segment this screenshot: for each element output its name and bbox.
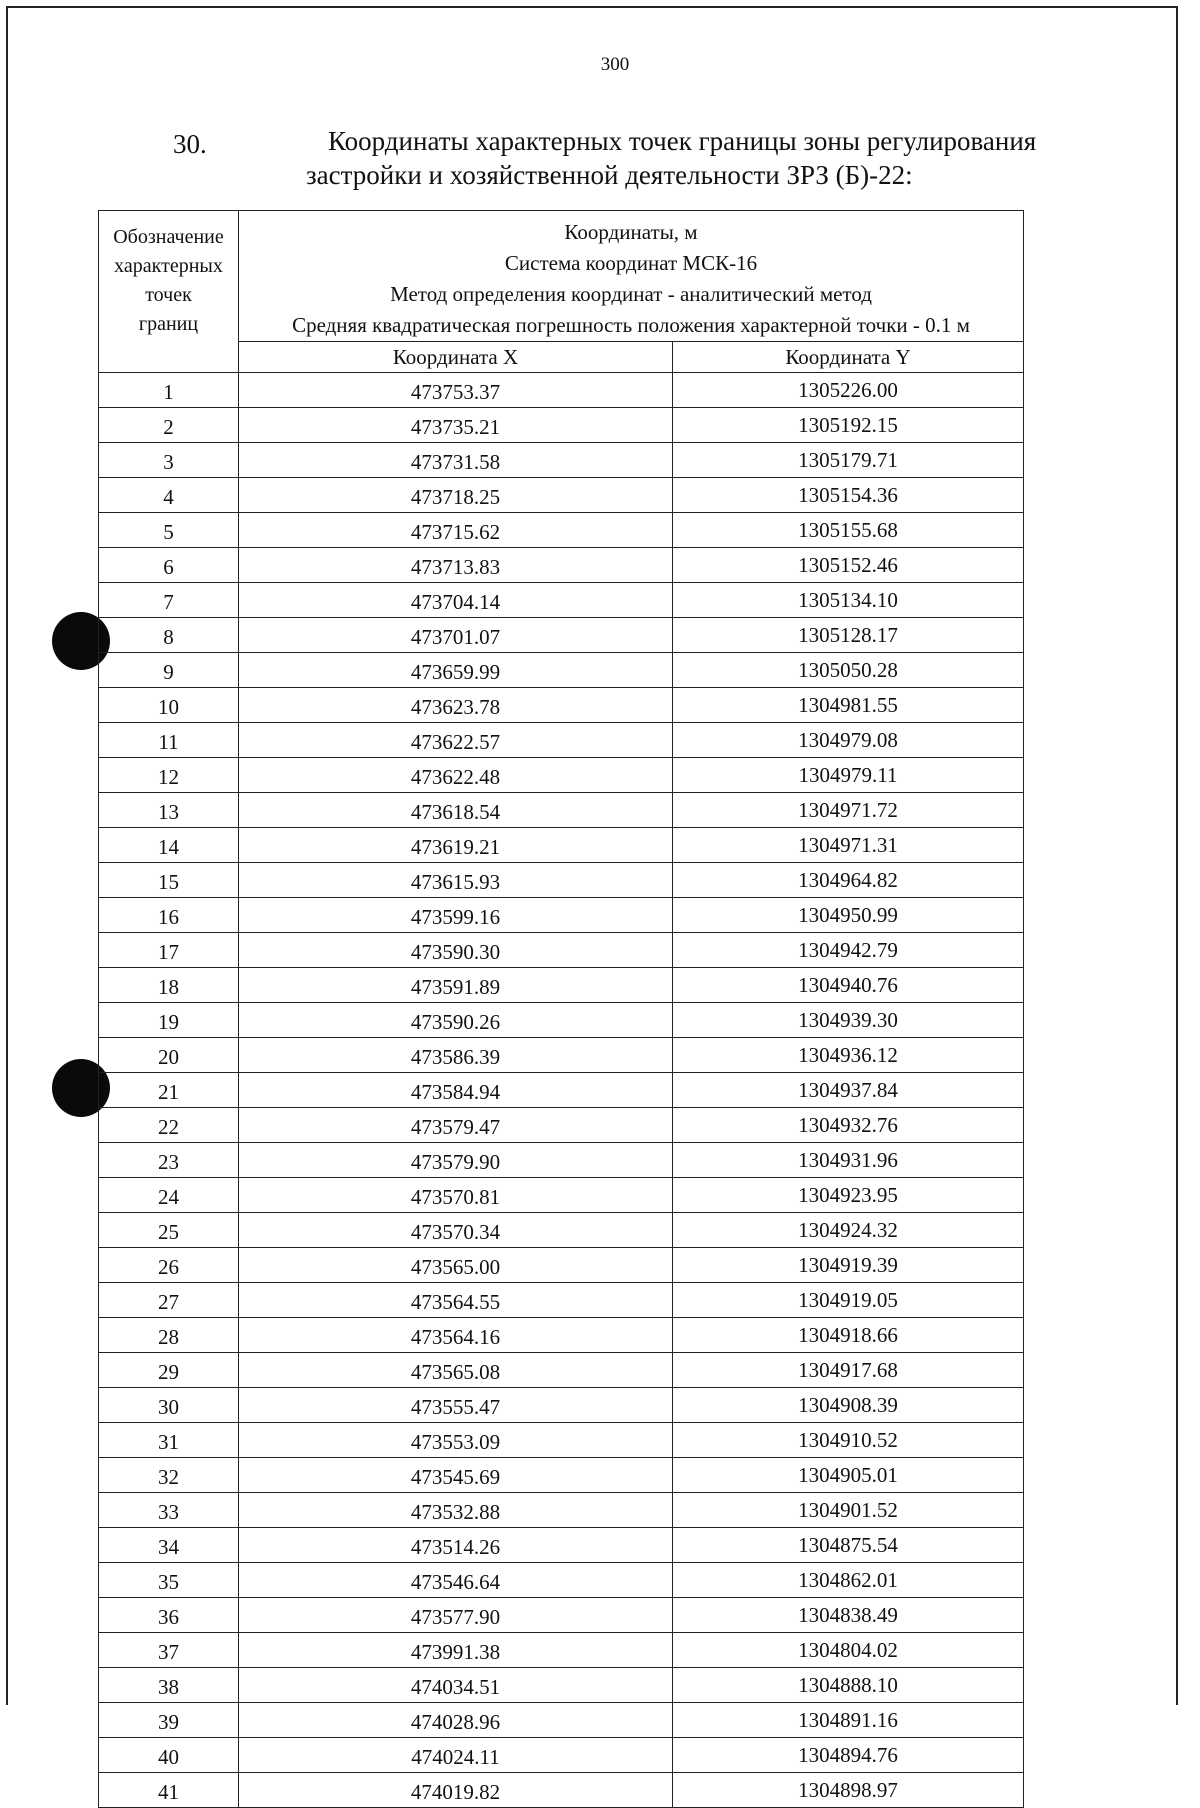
coordinate-x-cell: 473659.99	[239, 653, 673, 688]
table-row	[99, 373, 1024, 408]
table-row	[99, 863, 1024, 898]
coordinate-x-cell: 473570.81	[239, 1178, 673, 1213]
coordinate-y-cell: 1304804.02	[673, 1633, 1024, 1668]
coordinate-x-cell: 473564.16	[239, 1318, 673, 1353]
point-number-cell: 29	[99, 1353, 239, 1388]
point-number-cell: 27	[99, 1283, 239, 1318]
point-number-cell: 31	[99, 1423, 239, 1458]
point-number-cell: 26	[99, 1248, 239, 1283]
coordinate-x-cell: 473586.39	[239, 1038, 673, 1073]
coordinate-y-cell: 1304924.32	[673, 1213, 1024, 1248]
coordinate-y-cell: 1305154.36	[673, 478, 1024, 513]
coordinate-x-cell: 473731.58	[239, 443, 673, 478]
table-row	[99, 1038, 1024, 1073]
point-number-cell: 37	[99, 1633, 239, 1668]
point-number-cell: 15	[99, 863, 239, 898]
point-number-cell: 32	[99, 1458, 239, 1493]
point-number-cell: 23	[99, 1143, 239, 1178]
table-row	[99, 898, 1024, 933]
point-number-cell: 6	[99, 548, 239, 583]
coordinate-y-cell: 1304908.39	[673, 1388, 1024, 1423]
coordinate-x-cell: 473715.62	[239, 513, 673, 548]
coordinate-x-cell: 473577.90	[239, 1598, 673, 1633]
table-row	[99, 723, 1024, 758]
coordinate-y-cell: 1304919.05	[673, 1283, 1024, 1318]
point-number-cell: 36	[99, 1598, 239, 1633]
coordinate-x-cell: 474028.96	[239, 1703, 673, 1738]
coordinate-y-cell: 1305050.28	[673, 653, 1024, 688]
coordinate-x-cell: 473564.55	[239, 1283, 673, 1318]
coordinates-header-line: Система координат МСК-16	[504, 251, 758, 275]
point-number-cell: 14	[99, 828, 239, 863]
coordinate-x-cell: 474024.11	[239, 1738, 673, 1773]
coordinate-x-cell: 473619.21	[239, 828, 673, 863]
column-header-y: Координата Y	[673, 342, 1024, 373]
coordinate-y-cell: 1305152.46	[673, 548, 1024, 583]
coordinate-x-cell: 473565.00	[239, 1248, 673, 1283]
coordinate-x-cell: 473704.14	[239, 583, 673, 618]
coordinate-y-cell: 1304964.82	[673, 863, 1024, 898]
coordinates-table	[98, 210, 1024, 1808]
coordinate-y-cell: 1304901.52	[673, 1493, 1024, 1528]
coordinate-x-cell: 473553.09	[239, 1423, 673, 1458]
coordinate-y-cell: 1304891.16	[673, 1703, 1024, 1738]
coordinate-y-cell: 1304932.76	[673, 1108, 1024, 1143]
point-number-cell: 21	[99, 1073, 239, 1108]
coordinate-y-cell: 1304971.31	[673, 828, 1024, 863]
table-row	[99, 1633, 1024, 1668]
point-number-cell: 41	[99, 1773, 239, 1808]
point-number-cell: 2	[99, 408, 239, 443]
coordinate-y-cell: 1304937.84	[673, 1073, 1024, 1108]
coordinate-x-cell: 473591.89	[239, 968, 673, 1003]
point-number-cell: 4	[99, 478, 239, 513]
table-row	[99, 513, 1024, 548]
point-number-cell: 18	[99, 968, 239, 1003]
coordinate-x-cell: 473618.54	[239, 793, 673, 828]
coordinate-x-cell: 473565.08	[239, 1353, 673, 1388]
coordinate-y-cell: 1304923.95	[673, 1178, 1024, 1213]
point-number-cell: 35	[99, 1563, 239, 1598]
table-row	[99, 968, 1024, 1003]
coordinate-y-cell: 1304905.01	[673, 1458, 1024, 1493]
coordinate-x-cell: 473579.47	[239, 1108, 673, 1143]
coordinate-x-cell: 473701.07	[239, 618, 673, 653]
table-row	[99, 1563, 1024, 1598]
point-designation-header-line: точек	[145, 284, 192, 306]
point-designation-header	[99, 211, 239, 373]
coordinate-x-cell: 473514.26	[239, 1528, 673, 1563]
table-row	[99, 1493, 1024, 1528]
point-number-cell: 24	[99, 1178, 239, 1213]
coordinate-x-cell: 473545.69	[239, 1458, 673, 1493]
section-title-line2: застройки и хозяйственной деятельности ЗРЗ (Б)-22:	[306, 160, 913, 190]
coordinate-x-cell: 473546.64	[239, 1563, 673, 1598]
coordinate-x-cell: 473622.57	[239, 723, 673, 758]
point-number-cell: 30	[99, 1388, 239, 1423]
table-row	[99, 688, 1024, 723]
table-header-row	[99, 211, 1024, 342]
coordinate-y-cell: 1304888.10	[673, 1668, 1024, 1703]
point-number-cell: 10	[99, 688, 239, 723]
coordinate-x-cell: 473570.34	[239, 1213, 673, 1248]
point-number-cell: 16	[99, 898, 239, 933]
table-row	[99, 793, 1024, 828]
table-row	[99, 1528, 1024, 1563]
coordinate-x-cell: 473584.94	[239, 1073, 673, 1108]
coordinate-y-cell: 1304936.12	[673, 1038, 1024, 1073]
coordinate-x-cell: 473590.26	[239, 1003, 673, 1038]
page-number: 300	[600, 54, 630, 75]
point-number-cell: 11	[99, 723, 239, 758]
point-designation-header-line: границ	[138, 313, 199, 335]
table-row	[99, 1773, 1024, 1808]
coordinate-x-cell: 473991.38	[239, 1633, 673, 1668]
table-row	[99, 1073, 1024, 1108]
point-number-cell: 3	[99, 443, 239, 478]
coordinate-x-cell: 473599.16	[239, 898, 673, 933]
table-row	[99, 1668, 1024, 1703]
point-number-cell: 13	[99, 793, 239, 828]
point-designation-header-line: характерных	[114, 255, 223, 277]
coordinate-y-cell: 1304942.79	[673, 933, 1024, 968]
point-number-cell: 34	[99, 1528, 239, 1563]
point-number-cell: 33	[99, 1493, 239, 1528]
coordinate-y-cell: 1304862.01	[673, 1563, 1024, 1598]
coordinate-y-cell: 1304917.68	[673, 1353, 1024, 1388]
point-number-cell: 7	[99, 583, 239, 618]
coordinate-y-cell: 1304981.55	[673, 688, 1024, 723]
point-number-cell: 28	[99, 1318, 239, 1353]
coordinate-x-cell: 473753.37	[239, 373, 673, 408]
table-row	[99, 758, 1024, 793]
coordinate-y-cell: 1304894.76	[673, 1738, 1024, 1773]
coordinate-y-cell: 1304971.72	[673, 793, 1024, 828]
coordinate-x-cell: 473622.48	[239, 758, 673, 793]
column-header-x: Координата X	[239, 342, 673, 373]
table-row	[99, 408, 1024, 443]
coordinate-x-cell: 473532.88	[239, 1493, 673, 1528]
coordinate-x-cell: 473555.47	[239, 1388, 673, 1423]
table-row	[99, 1388, 1024, 1423]
coordinate-x-cell: 473718.25	[239, 478, 673, 513]
point-number-cell: 19	[99, 1003, 239, 1038]
table-row	[99, 828, 1024, 863]
table-row	[99, 1248, 1024, 1283]
point-number-cell: 39	[99, 1703, 239, 1738]
coordinate-y-cell: 1304910.52	[673, 1423, 1024, 1458]
coordinate-y-cell: 1304979.11	[673, 758, 1024, 793]
coordinate-y-cell: 1304838.49	[673, 1598, 1024, 1633]
point-designation-header-line: Обозначение	[113, 226, 224, 248]
point-number-cell: 17	[99, 933, 239, 968]
coordinate-x-cell: 473713.83	[239, 548, 673, 583]
coordinate-y-cell: 1304979.08	[673, 723, 1024, 758]
point-number-cell: 9	[99, 653, 239, 688]
point-number-cell: 40	[99, 1738, 239, 1773]
coordinate-y-cell: 1305192.15	[673, 408, 1024, 443]
point-number-cell: 38	[99, 1668, 239, 1703]
coordinate-x-cell: 474019.82	[239, 1773, 673, 1808]
table-row	[99, 478, 1024, 513]
table-row	[99, 618, 1024, 653]
coordinates-header-line: Метод определения координат - аналитический метод	[390, 282, 872, 306]
coordinate-y-cell: 1304931.96	[673, 1143, 1024, 1178]
coordinate-y-cell: 1304939.30	[673, 1003, 1024, 1038]
section-title-line1: Координаты характерных точек границы зоны регулирования	[328, 126, 1037, 156]
coordinate-y-cell: 1305226.00	[673, 373, 1024, 408]
table-row	[99, 1458, 1024, 1493]
table-row	[99, 1178, 1024, 1213]
coordinate-y-cell: 1304919.39	[673, 1248, 1024, 1283]
coordinates-header-line: Координаты, м	[564, 220, 698, 244]
coordinate-y-cell: 1304918.66	[673, 1318, 1024, 1353]
section-number: 30.	[173, 129, 207, 159]
point-number-cell: 12	[99, 758, 239, 793]
point-number-cell: 25	[99, 1213, 239, 1248]
table-row	[99, 583, 1024, 618]
table-row	[99, 1353, 1024, 1388]
table-row	[99, 443, 1024, 478]
coordinate-x-cell: 473735.21	[239, 408, 673, 443]
point-number-cell: 1	[99, 373, 239, 408]
coordinate-y-cell: 1305134.10	[673, 583, 1024, 618]
coordinate-y-cell: 1304875.54	[673, 1528, 1024, 1563]
table-row	[99, 1423, 1024, 1458]
coordinate-y-cell: 1305179.71	[673, 443, 1024, 478]
table-row	[99, 1213, 1024, 1248]
table-row	[99, 1283, 1024, 1318]
coordinate-y-cell: 1304898.97	[673, 1773, 1024, 1808]
table-row	[99, 653, 1024, 688]
table-row	[99, 1143, 1024, 1178]
coordinate-y-cell: 1305128.17	[673, 618, 1024, 653]
table-row	[99, 1738, 1024, 1773]
point-number-cell: 8	[99, 618, 239, 653]
coordinates-header	[239, 211, 1024, 342]
table-row	[99, 933, 1024, 968]
coordinate-y-cell: 1304940.76	[673, 968, 1024, 1003]
table-row	[99, 1703, 1024, 1738]
coordinate-y-cell: 1305155.68	[673, 513, 1024, 548]
table-row	[99, 1318, 1024, 1353]
coordinate-x-cell: 473590.30	[239, 933, 673, 968]
coordinates-header-line: Средняя квадратическая погрешность положения характерной точки - 0.1 м	[292, 313, 970, 337]
coordinate-x-cell: 473615.93	[239, 863, 673, 898]
table-row	[99, 548, 1024, 583]
table-row	[99, 1108, 1024, 1143]
coordinate-x-cell: 474034.51	[239, 1668, 673, 1703]
table-row	[99, 1003, 1024, 1038]
point-number-cell: 20	[99, 1038, 239, 1073]
coordinate-y-cell: 1304950.99	[673, 898, 1024, 933]
point-number-cell: 22	[99, 1108, 239, 1143]
coordinate-x-cell: 473623.78	[239, 688, 673, 723]
point-number-cell: 5	[99, 513, 239, 548]
table-row	[99, 1598, 1024, 1633]
coordinate-x-cell: 473579.90	[239, 1143, 673, 1178]
